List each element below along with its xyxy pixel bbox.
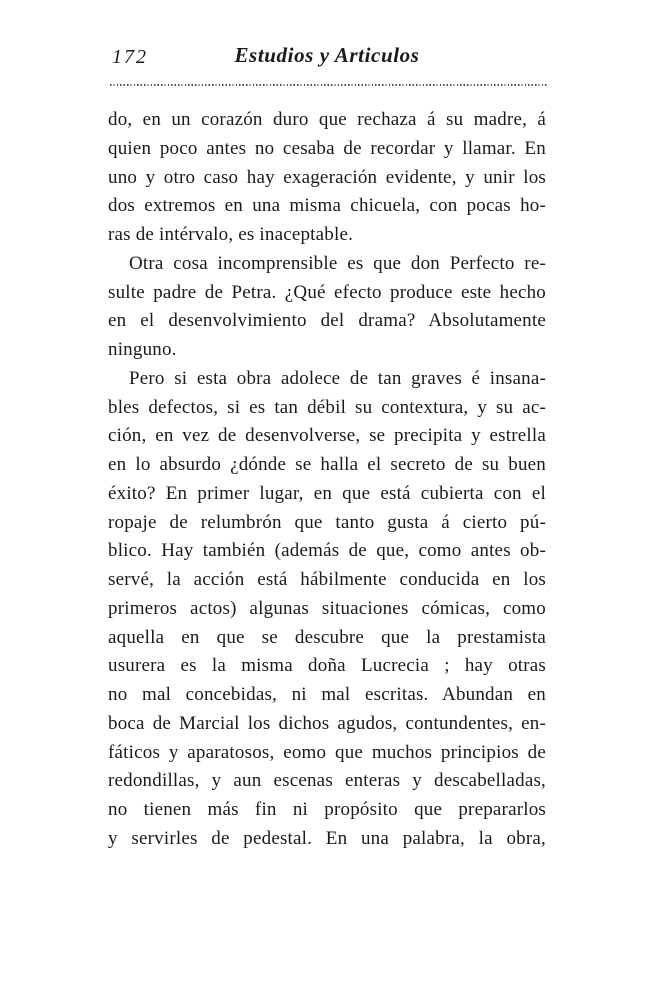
- text-line: y servirles de pedestal. En una palabra, la obra,: [108, 827, 546, 849]
- text-line: Otra cosa incomprensible es que don Perfecto re-: [129, 252, 546, 274]
- text-line: dos extremos en una misma chicuela, con pocas ho-: [108, 195, 546, 217]
- text-line: éxito? En primer lugar, en que está cubierta con el: [108, 482, 546, 504]
- text-line: en el desenvolvimiento del drama? Absolutamente: [108, 310, 546, 332]
- text-line: usurera es la misma doña Lucrecia ; hay otras: [108, 655, 546, 677]
- running-title: Estudios y Articulos: [234, 43, 420, 67]
- text-line: do, en un corazón duro que rechaza á su madre, á: [108, 109, 546, 130]
- header-rule: [110, 84, 547, 86]
- text-line: aquella en que se descubre que la prestamista: [108, 626, 546, 648]
- text-line: fáticos y aparatosos, eomo que muchos principios de: [108, 741, 546, 763]
- text-line: en lo absurdo ¿dónde se halla el secreto de su buen: [108, 454, 546, 475]
- text-line: boca de Marcial los dichos agudos, contundentes, en-: [108, 712, 546, 734]
- text-line: ción, en vez de desenvolverse, se precipita y estrella: [108, 425, 546, 447]
- text-line: no mal concebidas, ni mal escritas. Abundan en: [108, 684, 546, 705]
- text-line: sulte padre de Petra. ¿Qué efecto produce este hecho: [108, 281, 546, 303]
- text-line: ninguno.: [108, 339, 177, 360]
- text-line: uno y otro caso hay exageración evidente, y unir los: [108, 166, 546, 188]
- text-line: blico. Hay también (además de que, como antes ob-: [108, 540, 546, 562]
- text-line: primeros actos) algunas situaciones cómicas, como: [108, 597, 546, 619]
- text-line: ras de intérvalo, es inaceptable.: [108, 224, 354, 245]
- text-line: redondillas, y aun escenas enteras y descabelladas,: [108, 770, 546, 792]
- text-block: [108, 106, 546, 854]
- text-line: quien poco antes no cesaba de recordar y llamar. En: [108, 137, 546, 159]
- page-number: 172: [112, 46, 148, 68]
- text-line: Pero si esta obra adolece de tan graves é insana-: [129, 367, 546, 389]
- text-line: bles defectos, si es tan débil su contextura, y su ac-: [108, 396, 546, 418]
- text-line: servé, la acción está hábilmente conducida en los: [108, 569, 546, 590]
- text-line: ropaje de relumbrón que tanto gusta á cierto pú-: [108, 511, 546, 533]
- text-line: no tienen más fin ni propósito que prepararlos: [108, 799, 546, 820]
